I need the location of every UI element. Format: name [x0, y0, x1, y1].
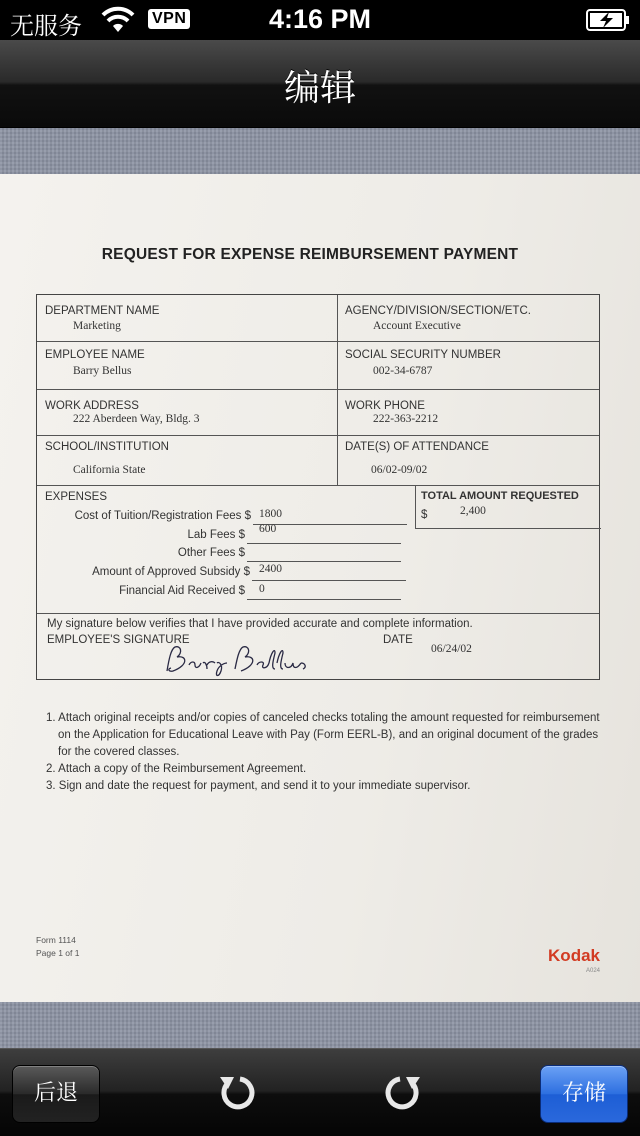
total-amount-box	[415, 485, 601, 529]
financial-aid-line	[247, 599, 401, 600]
approved-subsidy-line	[252, 580, 406, 581]
instruction-line: for the covered classes.	[58, 746, 180, 758]
work-phone-value: 222-363-2212	[373, 413, 439, 425]
date-value: 06/24/02	[431, 643, 472, 655]
instructions	[46, 710, 606, 795]
signature-statement: My signature below verifies that I have provided accurate and complete information.	[47, 618, 473, 630]
form-table	[36, 294, 600, 680]
form-number: Form 1114	[36, 935, 76, 945]
total-amount-value: 2,400	[460, 505, 486, 517]
form-footer	[36, 934, 79, 960]
dates-label: DATE(S) OF ATTENDANCE	[345, 441, 489, 453]
school-label: SCHOOL/INSTITUTION	[45, 441, 169, 453]
save-button[interactable]: 存储	[540, 1065, 628, 1123]
employee-value: Barry Bellus	[73, 365, 132, 377]
back-button[interactable]: 后退	[12, 1065, 100, 1123]
approved-subsidy-value: 2400	[259, 563, 282, 575]
clock: 4:16 PM	[268, 4, 372, 34]
department-label: DEPARTMENT NAME	[45, 305, 160, 317]
page-number: Page 1 of 1	[36, 948, 80, 958]
lab-fees-line	[247, 543, 401, 544]
other-fees-line	[247, 561, 401, 562]
total-amount-label: TOTAL AMOUNT REQUESTED	[421, 490, 579, 502]
financial-aid-label: Financial Aid Received $	[119, 585, 245, 597]
kodak-code: A024	[585, 968, 600, 974]
navigation-bar	[0, 40, 640, 128]
row-divider	[37, 389, 599, 390]
row-divider	[37, 341, 599, 342]
instruction-line: 1. Attach original receipts and/or copies of canceled checks totaling the amount requested for reimbursement	[46, 712, 600, 724]
department-value: Marketing	[73, 320, 121, 332]
document-title: REQUEST FOR EXPENSE REIMBURSEMENT PAYMENT	[101, 246, 519, 263]
work-address-value: 222 Aberdeen Way, Bldg. 3	[73, 413, 200, 425]
vpn-badge: VPN	[148, 9, 190, 29]
financial-aid-value: 0	[259, 583, 265, 595]
column-divider	[337, 295, 338, 485]
row-divider	[37, 435, 599, 436]
dates-value: 06/02-09/02	[371, 464, 428, 476]
status-bar	[0, 0, 640, 40]
image-editor-canvas[interactable]	[0, 128, 640, 1048]
bottom-toolbar	[0, 1048, 640, 1136]
page-title: 编辑	[283, 68, 356, 109]
work-address-label: WORK ADDRESS	[45, 400, 139, 412]
total-currency: $	[421, 509, 428, 521]
scanned-document	[0, 174, 640, 1002]
agency-label: AGENCY/DIVISION/SECTION/ETC.	[345, 305, 531, 317]
employee-label: EMPLOYEE NAME	[45, 349, 145, 361]
ssn-label: SOCIAL SECURITY NUMBER	[345, 349, 501, 361]
date-label: DATE	[383, 634, 413, 646]
work-phone-label: WORK PHONE	[345, 400, 425, 412]
instruction-line: on the Application for Educational Leave with Pay (Form EERL-B), and an original document of the grades	[58, 729, 599, 741]
lab-fees-value: 600	[259, 523, 277, 535]
instruction-line: 3. Sign and date the request for payment, and send it to your immediate supervisor.	[46, 780, 471, 792]
tuition-fees-value: 1800	[259, 508, 282, 520]
svg-text:Barry Bellus: Barry Bellus	[163, 678, 169, 679]
rotate-clockwise-icon[interactable]	[384, 1073, 424, 1113]
employee-signature	[163, 641, 313, 679]
school-value: California State	[73, 464, 146, 476]
lab-fees-label: Lab Fees $	[187, 529, 245, 541]
row-divider	[37, 613, 599, 614]
battery-charging-icon	[586, 9, 630, 31]
ssn-value: 002-34-6787	[373, 365, 433, 377]
signature-label: EMPLOYEE'S SIGNATURE	[47, 634, 190, 646]
rotate-counterclockwise-icon[interactable]	[216, 1073, 256, 1113]
agency-value: Account Executive	[373, 320, 461, 332]
expenses-label: EXPENSES	[45, 491, 107, 503]
instruction-line: 2. Attach a copy of the Reimbursement Agreement.	[46, 763, 307, 775]
tuition-fees-label: Cost of Tuition/Registration Fees $	[74, 510, 251, 522]
approved-subsidy-label: Amount of Approved Subsidy $	[92, 566, 250, 578]
kodak-logo: Kodak	[548, 946, 600, 965]
other-fees-label: Other Fees $	[177, 547, 245, 559]
carrier-label: 无服务	[10, 12, 82, 40]
